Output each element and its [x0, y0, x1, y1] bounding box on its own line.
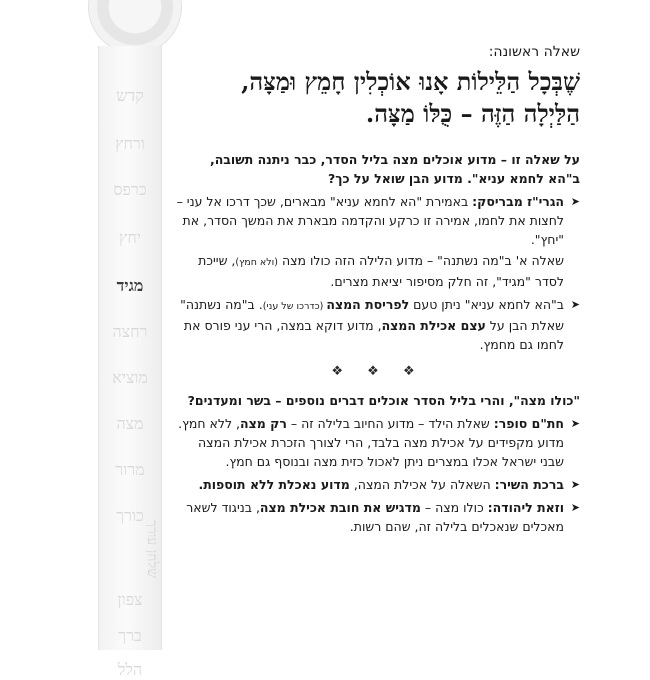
- ornament-divider: ❖ ❖ ❖: [331, 364, 425, 379]
- bullet-griz-sub: [176, 251, 580, 291]
- text-bold: מדוע נאכלת ללא תוספות.: [198, 477, 350, 492]
- text-a: השאלה על אכילת המצה,: [349, 477, 495, 492]
- strip-item-shulchan-orech: שלחן עורך: [144, 519, 160, 578]
- bullet-source: חת"ם סופר:: [493, 416, 564, 431]
- question-label: שאלה ראשונה:: [488, 44, 580, 60]
- strip-item-rachtza: רחצה: [112, 322, 148, 341]
- strip-item-hallel: הלל: [117, 660, 143, 679]
- text-a: שאלת הילד – מדוע החיוב בלילה זה –: [286, 416, 494, 431]
- strip-item-matza: מצה: [116, 414, 144, 433]
- section-1: [176, 150, 580, 354]
- bullet-source: ברכת השיר:: [494, 477, 564, 492]
- bullet-source: וזאת ליהודה:: [487, 500, 564, 515]
- text-b: , ללא חמץ. מדוע מקפידים על אכילת מצה בלבד, הרי לצורך הזכרת אכילת המצה שבני ישראל אכלו במצרים ניתן לאכול כזית מצה ובנוסף גם חמץ.: [178, 416, 564, 469]
- strip-item-barech: ברך: [118, 626, 142, 645]
- strip-item-yachatz: יחץ: [119, 228, 141, 247]
- main-content: [176, 44, 580, 540]
- intro-question: מדוע הבן שואל על כך?: [327, 171, 463, 186]
- text-b: , בניגוד לשאר מאכלים שנאכלים בלילה זה, שהם רשות.: [186, 500, 564, 534]
- section-2: [176, 391, 580, 536]
- strip-item-kadesh: קדש: [116, 86, 144, 105]
- text-a: ב"הא לחמא עניא" ניתן טעם: [409, 297, 564, 312]
- bullet-text: באמירת "הא לחמא עניא" מבארים, שכך דרכו אל עני – לחצות את לחמו, אמירה זו כרקע והקדמה מבארת את המשך הסדר, את "יחץ".: [176, 194, 564, 247]
- sub-text-small: (ולא חמץ): [235, 257, 278, 268]
- text-c: , מדוע דוקא במצה, הרי עני פורס את לחמו גם מחמץ.: [183, 318, 564, 352]
- text-bold-1: לפריסת המצה: [326, 297, 410, 312]
- text-bold: מדגיש את חובת אכילת מצה: [259, 500, 421, 515]
- strip-item-urchatz: ורחץ: [115, 134, 145, 153]
- bullet-ha-lachma: [176, 295, 580, 354]
- text-a: כולו מצה –: [420, 500, 488, 515]
- text-bold: רק מצה: [240, 416, 287, 431]
- sub-text-b: , שייכת לסדר "מגיד", זה חלק מסיפור יציאת מצרים.: [198, 253, 564, 289]
- bullet-chatam-sofer: [176, 414, 580, 471]
- intro-text: על שאלה זו – מדוע אוכלים מצה בליל הסדר, כבר ניתנה תשובה, ב"הא לחמא עניא".: [209, 152, 580, 186]
- bullet-birkat-hashir: [176, 475, 580, 494]
- text-bold-2: עצם אכילת המצה: [381, 318, 486, 333]
- bullet-source: הגרי"ז מבריסק:: [472, 194, 564, 209]
- seder-steps-strip: [98, 46, 162, 679]
- headline-line-2: הַלַּיְלָה הַזֶּה – כֻּלּוֹ מַצָּה.: [365, 99, 580, 128]
- section-1-intro: [176, 150, 580, 188]
- bullet-griz: [176, 192, 580, 249]
- strip-item-maggid: מגיד: [116, 276, 144, 295]
- text-small: (כדרכו של עני): [262, 301, 327, 312]
- bullet-vezot-lyehuda: [176, 498, 580, 536]
- strip-item-karpas: כרפס: [113, 180, 147, 199]
- section-2-intro: "כולו מצה", והרי בליל הסדר אוכלים דברים נוספים – בשר ומעדנים?: [187, 393, 580, 408]
- text-b: . ב"מה נשתנה" שאלת הבן על: [180, 297, 564, 333]
- strip-item-korech: כורך: [116, 506, 144, 525]
- sub-text-a: שאלה א' ב"מה נשתנה" – מדוע הלילה הזה כולו מצה: [277, 253, 564, 268]
- headline-line-1: שֶׁבְּכָל הַלֵּילוֹת אָנוּ אוֹכְלִין חָמֵץ וּמַצָּה,: [241, 67, 580, 96]
- headline: [176, 66, 580, 130]
- strip-item-tzafun: צפון: [117, 590, 143, 609]
- strip-item-maror: מרור: [115, 460, 145, 479]
- strip-item-motzi: מוציא: [112, 368, 148, 387]
